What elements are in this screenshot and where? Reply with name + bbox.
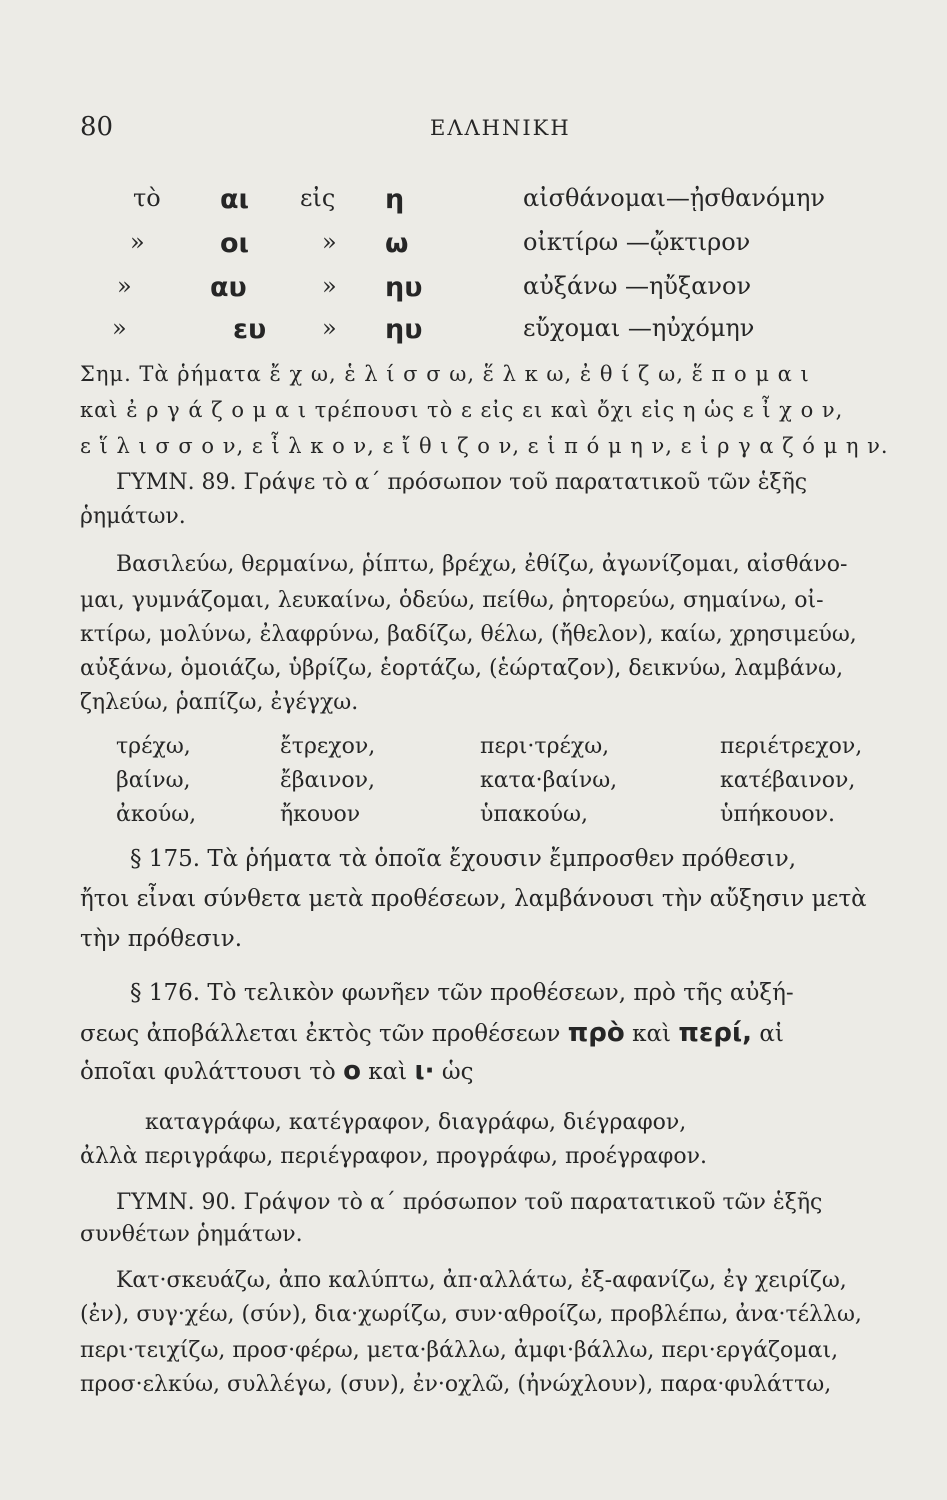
augment-example: οἰκτίρω —ᾤκτιρον (523, 228, 751, 256)
augment-example: εὔχομαι —ηὐχόμην (523, 314, 755, 342)
section-176-text: ὡς (441, 1059, 474, 1085)
augment-row (0, 228, 947, 264)
running-title: ΕΛΛΗΝΙΚΗ (430, 116, 571, 140)
augment-into: » (322, 228, 337, 256)
augment-row (0, 314, 947, 350)
note-line: καὶ ἐ ρ γ ά ζ ο μ α ι τρέπουσι τὸ ε εἰς ει καὶ ὄχι εἰς η ὡς ε ἶ χ ο ν, (80, 398, 844, 422)
note-line: ε ἵ λ ι σ σ ο ν, ε ἷ λ κ ο ν, ε ἴ θ ι ζ ο ν, ε ἱ π ό μ η ν, ε ἰ ρ γ α ζ ό μ η ν. (80, 434, 889, 458)
table-cell: κατέβαινον, (720, 768, 856, 793)
table-cell: ὑπήκουον. (720, 802, 835, 827)
augment-article: » (112, 314, 127, 342)
augment-to: ω (385, 228, 409, 259)
exercise-89-verbs: ζηλεύω, ῥαπίζω, ἐγέγχω. (80, 690, 359, 715)
note-line: Σημ. Τὰ ῥήματα ἔ χ ω, ἑ λ ί σ σ ω, ἕ λ κ ω, ἐ θ ί ζ ω, ἕ π ο μ α ι (80, 362, 810, 386)
conjunction: καὶ (368, 1059, 408, 1085)
vowel-o: ο (343, 1056, 361, 1086)
page-number: 80 (80, 112, 114, 142)
augment-row (0, 184, 947, 220)
augment-example: αἰσθάνομαι—ᾐσθανόμην (523, 184, 825, 212)
augment-row (0, 272, 947, 308)
augment-into: » (322, 272, 337, 300)
augment-article: » (130, 228, 145, 256)
vowel-i: ι· (414, 1056, 435, 1086)
table-cell: περιέτρεχον, (720, 734, 863, 759)
augment-to: η (385, 184, 405, 215)
exercise-89-heading-cont: ῥημάτων. (80, 504, 186, 529)
exercise-90-heading-cont: συνθέτων ῥημάτων. (80, 1222, 303, 1247)
table-cell: βαίνω, (116, 768, 191, 793)
section-176-text: ὁποῖαι φυλάττουσι τὸ (80, 1059, 336, 1085)
augment-to: ηυ (385, 272, 423, 303)
augment-from: ευ (233, 314, 267, 345)
exercise-90-verbs: περι·τειχίζω, προσ·φέρω, μετα·βάλλω, ἀμφι·βάλλω, περι·εργάζομαι, (80, 1338, 839, 1363)
augment-from: οι (220, 228, 250, 259)
exercise-90-verbs: προσ·ελκύω, συλλέγω, (συν), ἐν·οχλῶ, (ἠνώχλουν), παρα·φυλάττω, (80, 1372, 832, 1397)
augment-into: εἰς (300, 184, 336, 212)
preposition-peri: περί, (678, 1018, 752, 1048)
augment-to: ηυ (385, 314, 423, 345)
table-cell: περι·τρέχω, (480, 734, 610, 759)
table-cell: ἔβαινον, (280, 768, 375, 793)
section-176-text: αἱ (759, 1021, 784, 1047)
augment-article: » (117, 272, 132, 300)
section-176-line: § 176. Τὸ τελικὸν φωνῆεν τῶν προθέσεων, πρὸ τῆς αὐξή- (130, 980, 794, 1006)
section-176-text: σεως ἀποβάλλεται ἐκτὸς τῶν προθέσεων (80, 1021, 561, 1047)
augment-article: τὸ (133, 184, 161, 212)
example-line: ἀλλὰ περιγράφω, περιέγραφον, προγράφω, προέγραφον. (80, 1144, 707, 1169)
conjunction: καὶ (632, 1021, 672, 1047)
table-cell: ἔτρεχον, (280, 734, 376, 759)
exercise-89-verbs: μαι, γυμνάζομαι, λευκαίνω, ὁδεύω, πείθω, ῥητορεύω, σημαίνω, οἰ- (80, 588, 824, 613)
table-cell: ἤκουον (280, 802, 361, 827)
augment-from: αυ (210, 272, 247, 303)
section-176-line (80, 1018, 910, 1048)
exercise-90-verbs: (ἐν), συγ·χέω, (σύν), δια·χωρίζω, συν·αθροίζω, προβλέπω, ἀνα·τέλλω, (80, 1302, 862, 1327)
section-175-line: § 175. Τὰ ῥήματα τὰ ὁποῖα ἔχουσιν ἔμπροσθεν πρόθεσιν, (130, 846, 797, 872)
table-cell: τρέχω, (116, 734, 191, 759)
table-cell: κατα·βαίνω, (480, 768, 618, 793)
exercise-89-verbs: Βασιλεύω, θερμαίνω, ῥίπτω, βρέχω, ἐθίζω, ἀγωνίζομαι, αἰσθάνο- (116, 552, 848, 577)
exercise-90-verbs: Κατ·σκευάζω, ἀπο καλύπτω, ἀπ·αλλάτω, ἐξ-αφανίζω, ἐγ χειρίζω, (116, 1268, 847, 1293)
augment-from: αι (220, 184, 250, 215)
augment-example: αὐξάνω —ηὔξανον (523, 272, 752, 300)
example-line: καταγράφω, κατέγραφον, διαγράφω, διέγραφον, (145, 1110, 687, 1135)
exercise-90-heading: ΓΥΜΝ. 90. Γράψον τὸ α´ πρόσωπον τοῦ παρατατικοῦ τῶν ἑξῆς (116, 1190, 823, 1215)
exercise-89-heading: ΓΥΜΝ. 89. Γράψε τὸ α´ πρόσωπον τοῦ παρατατικοῦ τῶν ἑξῆς (116, 470, 808, 495)
section-175-line: ἤτοι εἶναι σύνθετα μετὰ προθέσεων, λαμβάνουσι τὴν αὔξησιν μετὰ (80, 886, 867, 912)
table-cell: ὑπακούω, (480, 802, 588, 827)
table-cell: ἀκούω, (116, 802, 197, 827)
section-176-line (80, 1056, 910, 1086)
compound-table (0, 734, 947, 844)
section-175-line: τὴν πρόθεσιν. (80, 926, 243, 952)
augment-into: » (322, 314, 337, 342)
exercise-89-verbs: αὐξάνω, ὁμοιάζω, ὑβρίζω, ἑορτάζω, (ἑώρταζον), δεικνύω, λαμβάνω, (80, 656, 844, 681)
exercise-89-verbs: κτίρω, μολύνω, ἐλαφρύνω, βαδίζω, θέλω, (ἤθελον), καίω, χρησιμεύω, (80, 622, 857, 647)
preposition-pro: πρὸ (567, 1018, 625, 1048)
